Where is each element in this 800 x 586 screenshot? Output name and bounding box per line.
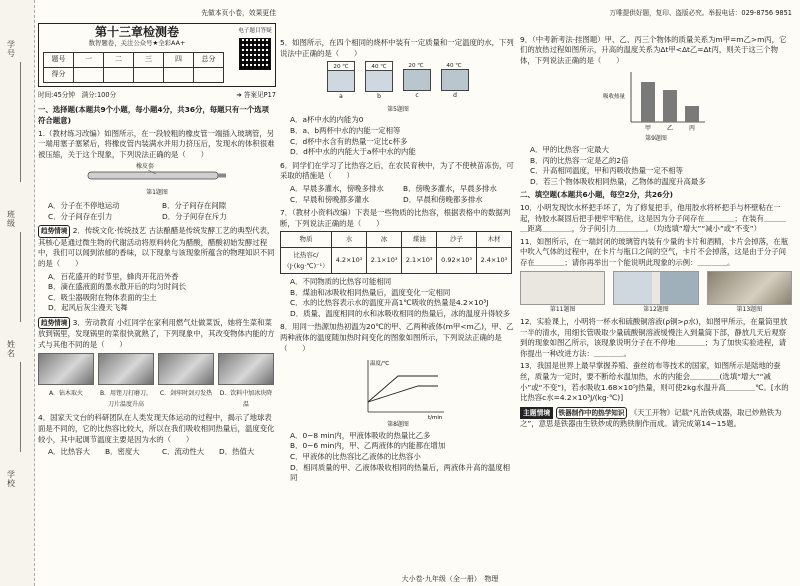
column-right [520, 0, 792, 586]
option[interactable]: A．甲的比热容一定最大 [530, 144, 609, 154]
margin-line [20, 62, 21, 182]
x-axis-label: t/min [428, 415, 443, 421]
beaker-a [327, 71, 355, 92]
option[interactable]: B．分子间存在间隙 [162, 200, 227, 210]
header-slogan: 先做本页小卷，效果更佳 [201, 9, 276, 17]
q5-options [280, 115, 516, 157]
q11-13-figures [520, 271, 792, 316]
option[interactable]: A．a杯中水的内能为0 [290, 115, 364, 125]
column-middle [280, 0, 516, 586]
option[interactable]: B．滴在盛液面的墨水散开后的均匀时间长 [48, 282, 187, 292]
question-4: 4．国家天文台的科研团队在人类发现天体运动的过程中，揭示了地球表面是不同的，它的比热容比较大，所以在我们吸收相同热量后，温度变化较小，其中起调节温度主要是因为水的（ ） [38, 413, 275, 444]
option[interactable]: B．丙的比热容一定是乙的2倍 [530, 155, 629, 165]
beaker-letter: b [377, 93, 381, 101]
thermo-label: 20 ℃ [408, 63, 424, 70]
figure-11 [520, 271, 605, 305]
q8-chart [280, 356, 516, 420]
q1-fig-caption: 第1题图 [146, 189, 168, 197]
chapter-title-box [38, 23, 276, 87]
option[interactable]: C．d杯中水含有的热量一定比c杯多 [290, 136, 408, 146]
rubber-tube-illustration [38, 162, 276, 188]
option[interactable]: D．若三个物体吸收相同热量，乙物体的温度升高最多 [530, 176, 706, 186]
curve-jia [368, 376, 438, 402]
fig-caption: 第13题图 [736, 305, 763, 313]
option[interactable]: C．吸尘器吸附在物体表面的尘土 [48, 292, 157, 302]
score-cell [164, 67, 194, 82]
heat-bar-graph [601, 68, 711, 134]
question-2: 趋势情境 2．传统文化·传统技艺 古法酿醋是传统发酵工艺的典型代表，其核心是通过微生物的代谢活动将原料转化为醋酸，醋酸初始发酵过程中，我们可以闻到浓郁的香味，以下现象与该现象所蕴含的物理知识不同的是（ ） [38, 226, 275, 268]
qr-code-icon[interactable] [239, 38, 271, 70]
beaker-c [403, 69, 431, 91]
q2-options [38, 272, 276, 314]
q1-fig-label: 橡皮套 [136, 163, 155, 171]
option[interactable]: A．分子在不停地运动 [48, 200, 120, 210]
margin-label-student-id: 学号 [7, 40, 15, 58]
q8-options [280, 431, 516, 484]
table-cell: 2.4×10³ [476, 247, 511, 273]
header-contact: 万唯提供好题，复印、盗版必究。举报电话：029-8756 9851 [609, 9, 792, 17]
option[interactable]: A．0~8 min内，甲液体吸收的热量比乙多 [290, 430, 431, 440]
online-note: 数智题卷，关注公众号★全彩AA+ [88, 39, 186, 48]
photo-caption: A．钻木取火 [48, 390, 84, 398]
score-header-cell: 四 [164, 52, 194, 67]
theme-text: 《天工开物》记载“凡治铁成器，取已炒熟铁为之”，意思是铁器由生铁炒成的熟铁制作而成。请完成第14~15题。 [520, 407, 782, 429]
margin-label-name: 姓名 [7, 340, 15, 358]
q5-fig-caption: 第5题图 [387, 105, 409, 113]
question-10: 10．小明发现饮水杯把手坏了，为了修复把手，他用胶水将杯把手与杯壁粘在一起，待胶水凝固后把手便牢牢粘住，这是因为分子间存在＿＿＿＿；在装有＿＿＿＿距离＿＿＿＿，分子间引力＿＿＿＿。（均选填“增大”“减小”或“不变”） [520, 202, 787, 234]
option[interactable]: B．密度大 [105, 447, 140, 457]
margin-label-school: 学校 [7, 470, 15, 488]
margin-line [20, 362, 21, 452]
option[interactable]: D．分子间存在斥力 [162, 211, 227, 221]
question-13: 13．我国是世界上最早掌握养殖、蚕丝纺布等技术的国家，如图所示是陆地的蚕丝，质量为一定时，要不断给水温加热，水的内能会＿＿＿＿(选填“增大”“减小”或“不变”)，若水吸收1.68×10⁵J热量，则可使2kg水温升高＿＿＿＿℃。[水的比热容c水=4.2×10³J/(kg·℃)] [520, 361, 789, 403]
q7-options [280, 277, 516, 319]
chapter-title: 第十三章检测卷 [94, 24, 179, 39]
question-1: 1.（教材练习改编）如图所示，在一段较粗的橡皮管一端插入玻璃管，另一端用塞子塞紧后，将橡皮管内装满水并用力挤压后，发现水的体积很难被压缩，关于这个现象，下列说法正确的是（ ） [38, 128, 275, 159]
theme-tag: 主题情境 [520, 407, 553, 420]
option[interactable]: B．a、b两杯中水的内能一定相等 [290, 125, 401, 135]
figure-13 [707, 271, 792, 305]
bar-jia [641, 82, 655, 122]
option[interactable]: B．煤油和冰吸收相同热量后，温度变化一定相同 [290, 287, 451, 297]
beaker-b [365, 71, 393, 92]
photo-caption: B．用锉刀打磨刀，刀片温度升高 [99, 390, 153, 408]
bar-label: 乙 [667, 125, 674, 133]
question-8: 8．用同一热源加热初温为20℃的甲、乙两种液体(m甲<m乙)，甲、乙两种液体的温度随加热时间变化的图象如图所示，下列说法正确的是（ ） [280, 322, 514, 353]
score-header-cell: 二 [104, 52, 134, 67]
table-cell: 2.1×10³ [367, 247, 402, 273]
option[interactable]: A．比热容大 [48, 447, 91, 457]
temperature-time-graph [348, 356, 448, 420]
thermo-label: 40 ℃ [365, 61, 393, 71]
ice-drink-photo [218, 353, 274, 385]
y-axis-label: 吸收热量 [603, 94, 626, 101]
beaker-d [441, 69, 469, 91]
option[interactable]: C．水的比热容表示水的温度升高1℃吸收的热量是4.2×10³J [290, 298, 489, 308]
drill-wood-photo [38, 353, 94, 385]
table-header: 水 [332, 232, 367, 248]
option[interactable]: D．热值大 [219, 447, 255, 457]
table-header: 木材 [476, 232, 511, 248]
theme-block [520, 407, 792, 430]
figure-12 [613, 271, 698, 305]
option[interactable]: B．0~6 min内，甲、乙两液体的内能都在增加 [290, 441, 446, 451]
question-12: 12．实验课上，小明将一杯水和硫酸铜溶液(ρ铜>ρ水)，如图甲所示，在量筒里放一半的清水，用细长管吸取少量硫酸铜溶液缓慢注入到量筒下部，静放几天后观察到的现象如图乙所示，该现象说明分子在不停地＿＿＿＿；为了加快实验进程，请你提出一种改进方法：＿＿＿＿。 [520, 317, 788, 358]
q3-photos [38, 353, 276, 411]
option[interactable]: D．起风后灰尘漫天飞舞 [48, 303, 128, 313]
table-cell: 4.2×10³ [332, 247, 367, 273]
table-cell: 0.92×10³ [437, 247, 477, 273]
q5-beaker-figure [280, 61, 516, 103]
table-row-label: 比热容c/（J·(kg·℃)⁻¹） [281, 247, 332, 273]
option[interactable]: C．甲液体的比热容比乙液体的比热容小 [290, 452, 421, 462]
option[interactable]: A．不同物质的比热容可能相同 [290, 277, 392, 287]
score-cell [104, 67, 134, 82]
time-info: 时间:45分钟 满分:100分 [38, 90, 117, 99]
margin-label-class: 班级 [7, 210, 15, 228]
cut-wire-photo [158, 353, 214, 385]
score-table [43, 52, 224, 83]
option[interactable]: D．质量、温度相同的水和冰吸收相同的热量后，冰的温度升得较多 [290, 308, 511, 318]
photo-caption: C．剑牢时剑刃发热 [159, 390, 213, 398]
question-6: 6．同学们在学习了比热容之后，在农民育秧中，为了不使秧苗冻伤，可采取的措施是（ ） [280, 160, 514, 181]
answer-reference: ➜ 答案见P17 [236, 90, 276, 99]
question-3: 趋势情境 3．劳动教育 小红同学在家利用燃气灶做菜饭，她将生菜和菜放到锅里，发现锅里的菜很快就熟了，下列现象中，其改变物体内能的方式与其他不同的是（ ） [38, 317, 275, 350]
theme-title: 铁器制作中的热学知识 [556, 407, 628, 420]
score-cell [194, 67, 224, 82]
score-header-cell: 题号 [44, 52, 74, 67]
q9-options [520, 145, 792, 187]
column-left [38, 0, 276, 586]
table-header: 物质 [281, 232, 332, 248]
option[interactable]: B．傍晚多灌水，早晨多排水 [403, 183, 497, 193]
specific-heat-table [280, 231, 512, 274]
option[interactable]: A．早晨多灌水，傍晚多排水 [290, 183, 384, 193]
score-header-cell: 三 [134, 52, 164, 67]
option[interactable]: D．相同质量的甲、乙液体吸收相同的热量后，两液体升高的温度相同 [290, 462, 511, 483]
table-header: 冰 [367, 232, 402, 248]
table-header: 沙子 [437, 232, 477, 248]
binding-margin [0, 0, 35, 586]
question-11: 11．如图所示，在一端封闭的玻璃管内装有少量的卡片和酒精，卡片会掉落，在瓶中吹入气体的过程中，在卡片与瓶口之间的空气，卡片不会掉落，这是由于分子间存在＿＿＿＿；请你再举出一个能说明此现象的示例：＿＿＿＿。 [520, 236, 789, 267]
option[interactable]: C．流动性大 [162, 447, 205, 457]
qr-label: 电子题目答疑 [238, 27, 272, 34]
option[interactable]: A．百花盛开的时节里，蜂肉开花沿外香 [48, 271, 179, 281]
thermo-label: 20 ℃ [327, 61, 355, 71]
bar-yi [663, 90, 677, 122]
option[interactable]: D．d杯中水的内能大于a杯中水的内能 [290, 147, 416, 157]
table-header: 煤油 [402, 232, 437, 248]
bar-label: 丙 [689, 125, 696, 133]
curve-yi [368, 386, 438, 402]
fig-caption: 第11题图 [549, 305, 576, 313]
fig-caption: 第12题图 [643, 305, 669, 313]
beaker-letter: c [415, 92, 419, 100]
table-cell: 2.1×10³ [402, 247, 437, 273]
section-1-title: 一、选择题(本题共9个小题，每小题4分，共36分，每题只有一个选项符合题意) [38, 105, 269, 125]
y-axis-label: 温度/℃ [370, 361, 390, 368]
q9-chart [520, 68, 792, 134]
option[interactable]: D．早晨和傍晚都多排水 [403, 194, 483, 204]
beaker-letter: d [453, 92, 457, 100]
score-cell [134, 67, 164, 82]
bar-bing [685, 106, 699, 122]
option[interactable]: C．分子间存在引力 [48, 211, 113, 221]
q8-fig-caption: 第8题图 [387, 421, 409, 429]
score-header-cell: 一 [74, 52, 104, 67]
question-5: 5．如图所示，在四个相同的烧杯中装有一定质量和一定温度的水，下列说法中正确的是（ ） [280, 38, 514, 58]
option[interactable]: C．升高相同温度，甲和丙吸收热量一定不相等 [530, 166, 683, 176]
q1-options [38, 201, 276, 222]
q1-figure [38, 162, 276, 188]
score-header-cell: 总分 [194, 52, 224, 67]
beaker-letter: a [339, 93, 343, 101]
q4-options [38, 447, 276, 458]
bar-label: 甲 [645, 125, 652, 133]
q9-fig-caption: 第9题图 [645, 135, 667, 143]
question-7: 7．（教材小资料改编）下表是一些物质的比热容，根据表格中的数据判断，下列说法正确的是（ ） [280, 208, 511, 228]
page-footer: 大小卷·九年级（全一册） 物理 [401, 575, 499, 583]
photo-caption: D．饮料中加冰块降温 [219, 390, 273, 408]
question-9: 9．（中考新考法·挂图题）甲、乙、丙三个物体的质量关系为m甲=m乙>m丙，它们的放热过程如图所示，升高的温度关系为Δt甲<Δt乙=Δt丙，则关于这三个物体，下列说法正确的是（ ） [520, 34, 787, 65]
score-cell [74, 67, 104, 82]
option[interactable]: C．早晨和傍晚都多灌水 [290, 194, 370, 204]
thermo-label: 40 ℃ [446, 63, 462, 70]
margin-line [20, 232, 21, 322]
score-cell: 得分 [44, 67, 74, 82]
q6-options [280, 184, 516, 205]
section-2-title: 二、填空题(本题共6小题，每空2分，共26分) [520, 190, 673, 200]
grind-knife-photo [98, 353, 154, 385]
trend-tag: 趋势情境 [38, 317, 70, 330]
trend-tag: 趋势情境 [38, 225, 70, 238]
